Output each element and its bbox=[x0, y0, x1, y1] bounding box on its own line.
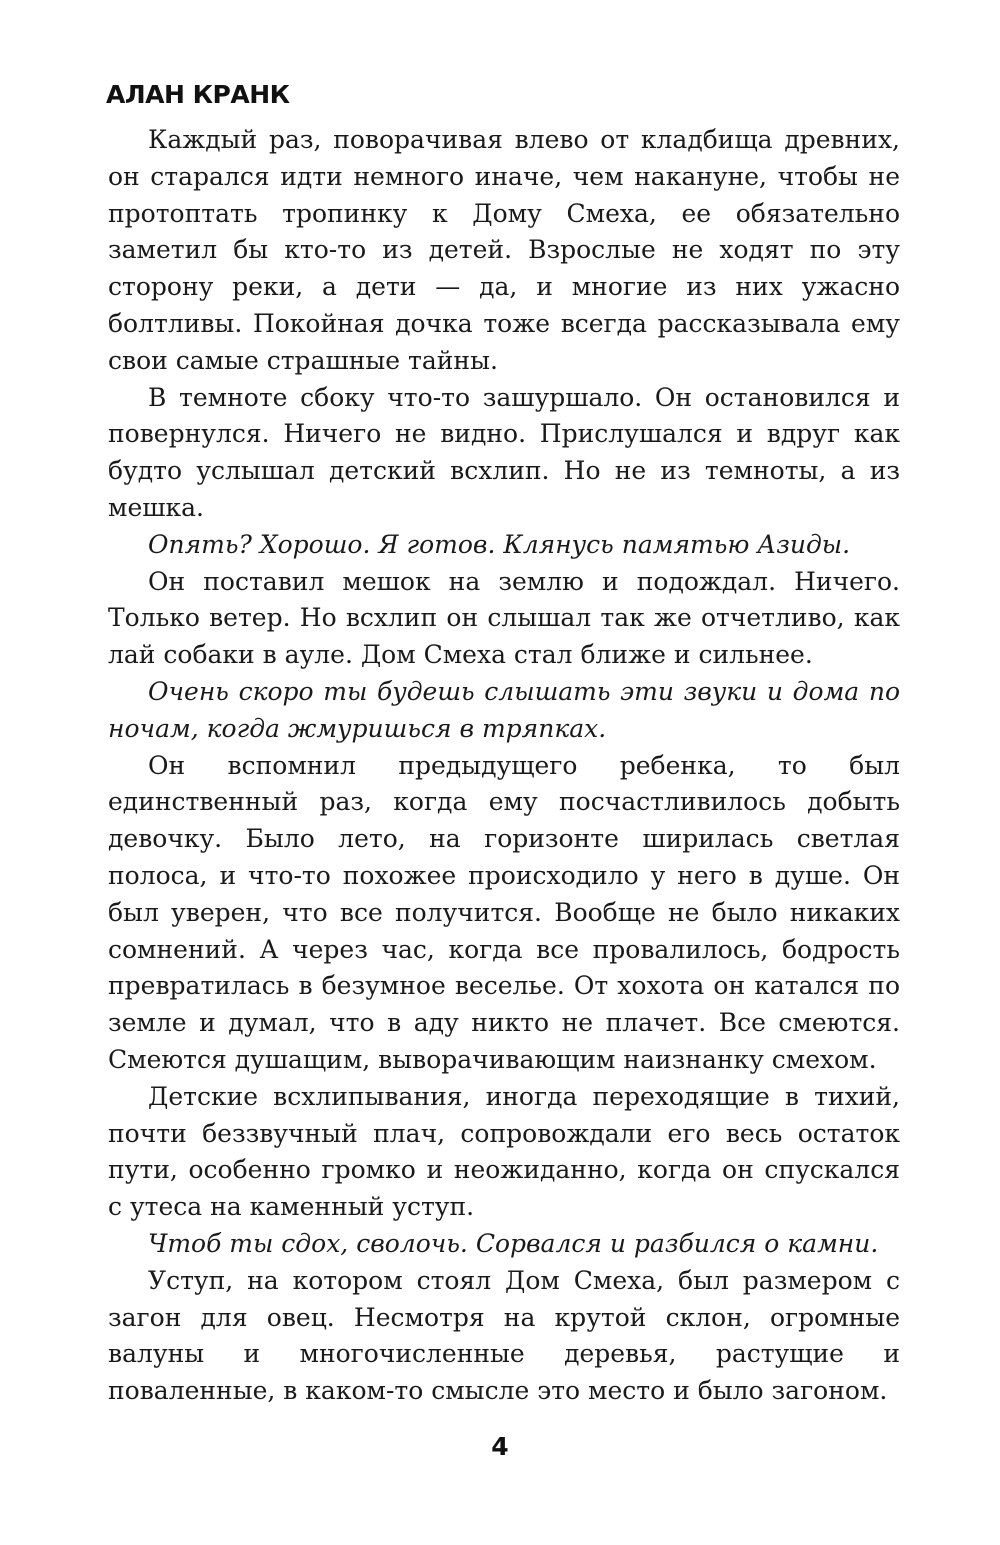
paragraph-5: Детские всхлипывания, иногда переходящие в тихий, почти беззвучный плач, сопровождали его весь остаток пути, особенно громко и неожиданно, когда он спускался с утеса на каменный уступ. bbox=[108, 1081, 900, 1222]
paragraph-6: Уступ, на котором стоял Дом Смеха, был размером с загон для овец. Несмотря на крутой склон, огромные валуны и многочисленные деревья, растущие и поваленные, в каком-то смысле это место и было загоном. bbox=[108, 1265, 900, 1406]
body-text bbox=[108, 122, 900, 1410]
paragraph-4: Он вспомнил предыдущего ребенка, то был единственный раз, когда ему посчастливилось добыть девочку. Было лето, на горизонте ширилась светлая полоса, и что-то похожее происходило у него в душе. Он был уверен, что все получится. Вообще не было никаких сомнений. А через час, когда все провалилось, бодрость превратилась в безумное веселье. От хохота он катался по земле и думал, что в аду никто не плачет. Все смеются. Смеются душащим, выворачивающим наизнанку смехом. bbox=[108, 750, 900, 1074]
italic-thought-2: Очень скоро ты будешь слышать эти звуки и дома по ночам, когда жмуришься в тряпках. bbox=[108, 676, 900, 743]
paragraph-2: В темноте сбоку что-то зашуршало. Он остановился и повернулся. Ничего не видно. Прислушался и вдруг как будто услышал детский всхлип. Но не из темноты, а из мешка. bbox=[108, 382, 900, 522]
paragraph-3: Он поставил мешок на землю и подождал. Ничего. Только ветер. Но всхлип он слышал так же отчетливо, как лай собаки в ауле. Дом Смеха стал ближе и сильнее. bbox=[108, 566, 900, 670]
running-head-author: АЛАН КРАНК bbox=[106, 80, 290, 109]
page-number: 4 bbox=[491, 1432, 509, 1461]
paragraph-1: Каждый раз, поворачивая влево от кладбища древних, он старался идти немного иначе, чем накануне, чтобы не протоптать тропинку к Дому Смеха, ее обязательно заметил бы кто-то из детей. Взрослые не ходят по эту сторону реки, а дети — да, и многие из них ужасно болтливы. Покойная дочка тоже всегда рассказывала ему свои самые страшные тайны. bbox=[108, 125, 900, 375]
italic-thought-1: Опять? Хорошо. Я готов. Клянусь памятью Азиды. bbox=[148, 529, 851, 559]
italic-thought-3: Чтоб ты сдох, сволочь. Сорвался и разбился о камни. bbox=[148, 1228, 879, 1258]
